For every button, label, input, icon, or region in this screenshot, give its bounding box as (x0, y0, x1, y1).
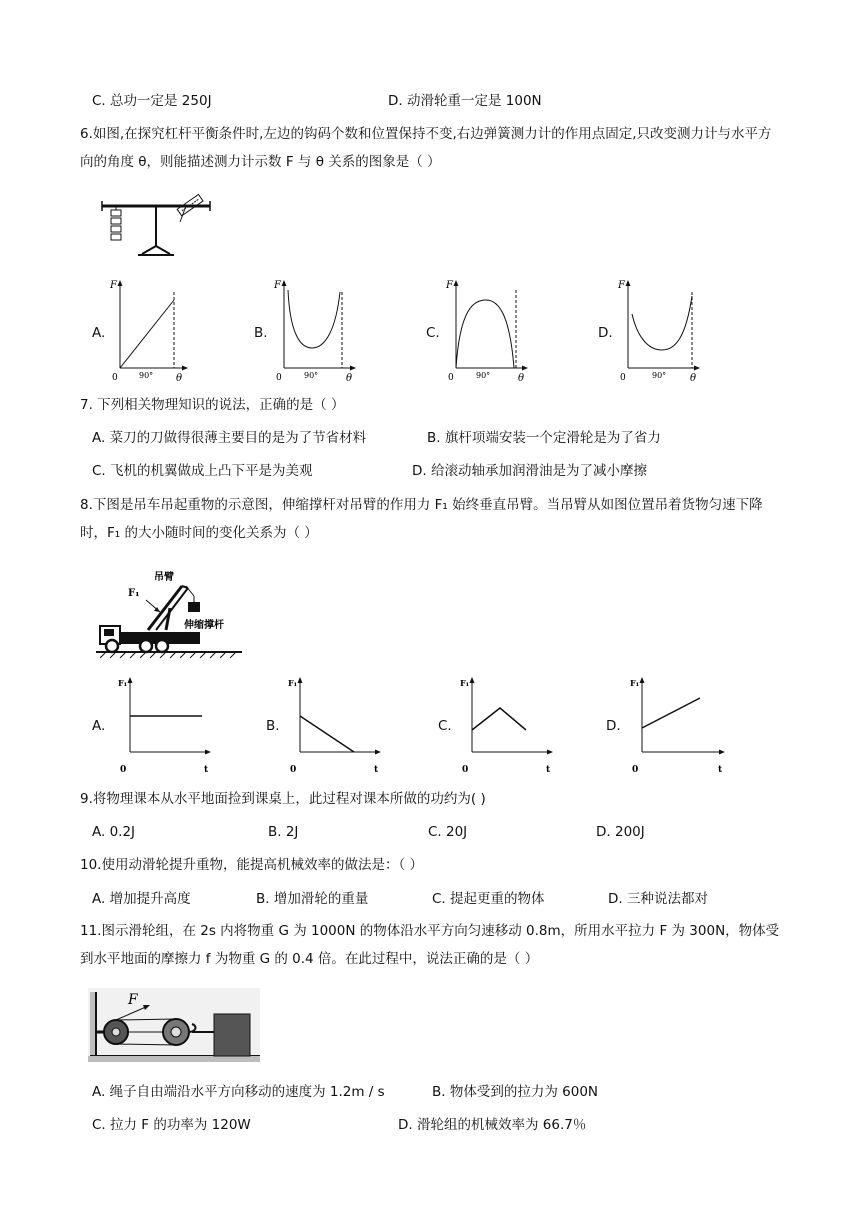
y-axis-label: F₁ (118, 678, 128, 688)
q6-stem: 6.如图,在探究杠杆平衡条件时,左边的钩码个数和位置保持不变,右边弹簧测力计的作用点固定,只改变测力计与水平方向的角度 θ，则能描述测力计示数 F 与 θ 关系的图象是（ ） (80, 126, 772, 170)
origin-label: 0 (448, 373, 454, 383)
q11-option-b: B. 物体受到的拉力为 600N (432, 1084, 599, 1100)
q8-option-b-label: B. (266, 718, 280, 734)
q8-option-c-label: C. (438, 718, 452, 734)
q9-option-d: D. 200J (596, 824, 645, 840)
curve-linear (120, 300, 174, 368)
q8-stem: 8.下图是吊车吊起重物的示意图，伸缩撑杆对吊臂的作用力 F₁ 始终垂直吊臂。当吊臂从如图位置吊着货物匀速下降时，F₁ 的大小随时间的变化关系为（ ） (80, 497, 763, 541)
tick-90-label: 90° (139, 371, 154, 380)
y-axis-label: F (110, 280, 117, 291)
q6-option-d-label: D. (598, 325, 613, 341)
origin-label: 0 (462, 765, 469, 775)
q11-option-d: D. 滑轮组的机械效率为 66.7％ (398, 1117, 587, 1133)
q8-graph-b (282, 674, 382, 776)
origin-label: 0 (290, 765, 297, 775)
q8-option-a-label: A. (92, 718, 106, 734)
q7-option-d: D. 给滚动轴承加润滑油是为了减小摩擦 (412, 463, 647, 479)
q10-option-c: C. 提起更重的物体 (432, 891, 545, 907)
boom-label: 吊臂 (154, 572, 174, 583)
q10-option-b: B. 增加滑轮的重量 (256, 891, 369, 907)
curve-arch (456, 300, 514, 368)
line-rise-fall (472, 708, 526, 730)
q6-graph-c (444, 278, 532, 386)
tick-90-label: 90° (476, 371, 491, 380)
q5-option-c: C. 总功一定是 250J (92, 93, 212, 109)
y-axis-label: F₁ (288, 678, 298, 688)
q9-stem: 9.将物理课本从水平地面捡到课桌上，此过程对课本所做的功约为( ) (80, 791, 486, 807)
y-axis-label: F₁ (460, 678, 470, 688)
q7-option-a: A. 菜刀的刀做得很薄主要目的是为了节省材料 (92, 430, 367, 446)
q6-graph-a (108, 278, 190, 386)
y-axis-label: F₁ (630, 678, 640, 688)
y-axis-label: F (618, 280, 625, 291)
x-axis-label: t (718, 765, 723, 775)
q11-stem: 11.图示滑轮组，在 2s 内将物重 G 为 1000N 的物体沿水平方向匀速移动 0.8m，所用水平拉力 F 为 300N，物体受到水平地面的摩擦力 f 为物重 G 的 0.4 倍。在此过程中，说法正确的是（ ） (80, 923, 780, 967)
q6-option-a-label: A. (92, 325, 106, 341)
origin-label: 0 (120, 765, 127, 775)
q6-lever-figure (98, 192, 218, 258)
q8-graph-c (454, 674, 554, 776)
force-label: F₁ (128, 588, 140, 599)
rod-label: 伸缩撑杆 (184, 620, 224, 631)
q5-option-d: D. 动滑轮重一定是 100N (388, 93, 542, 109)
origin-label: 0 (620, 373, 626, 383)
force-label: F (128, 992, 138, 1008)
q11-option-c: C. 拉力 F 的功率为 120W (92, 1117, 251, 1133)
x-axis-label: θ (690, 373, 697, 384)
q7-option-c: C. 飞机的机翼做成上凸下平是为美观 (92, 463, 313, 479)
q8-option-d-label: D. (606, 718, 621, 734)
q10-stem: 10.使用动滑轮提升重物，能提高机械效率的做法是：（ ） (80, 857, 424, 873)
x-axis-label: t (204, 765, 209, 775)
tick-90-label: 90° (652, 371, 667, 380)
origin-label: 0 (112, 373, 118, 383)
x-axis-label: θ (518, 373, 525, 384)
q9-option-a: A. 0.2J (92, 824, 136, 840)
q6-graph-d (616, 278, 704, 386)
x-axis-label: t (546, 765, 551, 775)
q11-pulley-figure (88, 988, 260, 1062)
q11-option-a: A. 绳子自由端沿水平方向移动的速度为 1.2m / s (92, 1084, 385, 1100)
q6-graph-b (272, 278, 360, 386)
y-axis-label: F (446, 280, 453, 291)
q10-option-a: A. 增加提升高度 (92, 891, 191, 907)
q10-option-d: D. 三种说法都对 (608, 891, 708, 907)
y-axis-label: F (274, 280, 281, 291)
q9-option-b: B. 2J (268, 824, 299, 840)
origin-label: 0 (632, 765, 639, 775)
q8-graph-a (112, 674, 212, 776)
curve-u-asym (632, 296, 692, 350)
q6-option-b-label: B. (254, 325, 268, 341)
q7-option-b: B. 旗杆项端安装一个定滑轮是为了省力 (427, 430, 661, 446)
q6-option-c-label: C. (426, 325, 440, 341)
q9-option-c: C. 20J (428, 824, 468, 840)
x-axis-label: θ (176, 373, 183, 384)
curve-u (288, 290, 340, 348)
q7-stem: 7. 下列相关物理知识的说法，正确的是（ ） (80, 397, 345, 413)
q8-graph-d (624, 674, 728, 776)
x-axis-label: t (374, 765, 379, 775)
line-increasing (642, 698, 700, 728)
x-axis-label: θ (346, 373, 353, 384)
line-decreasing (300, 716, 354, 752)
tick-90-label: 90° (304, 371, 319, 380)
q8-crane-figure (96, 566, 246, 660)
origin-label: 0 (276, 373, 282, 383)
